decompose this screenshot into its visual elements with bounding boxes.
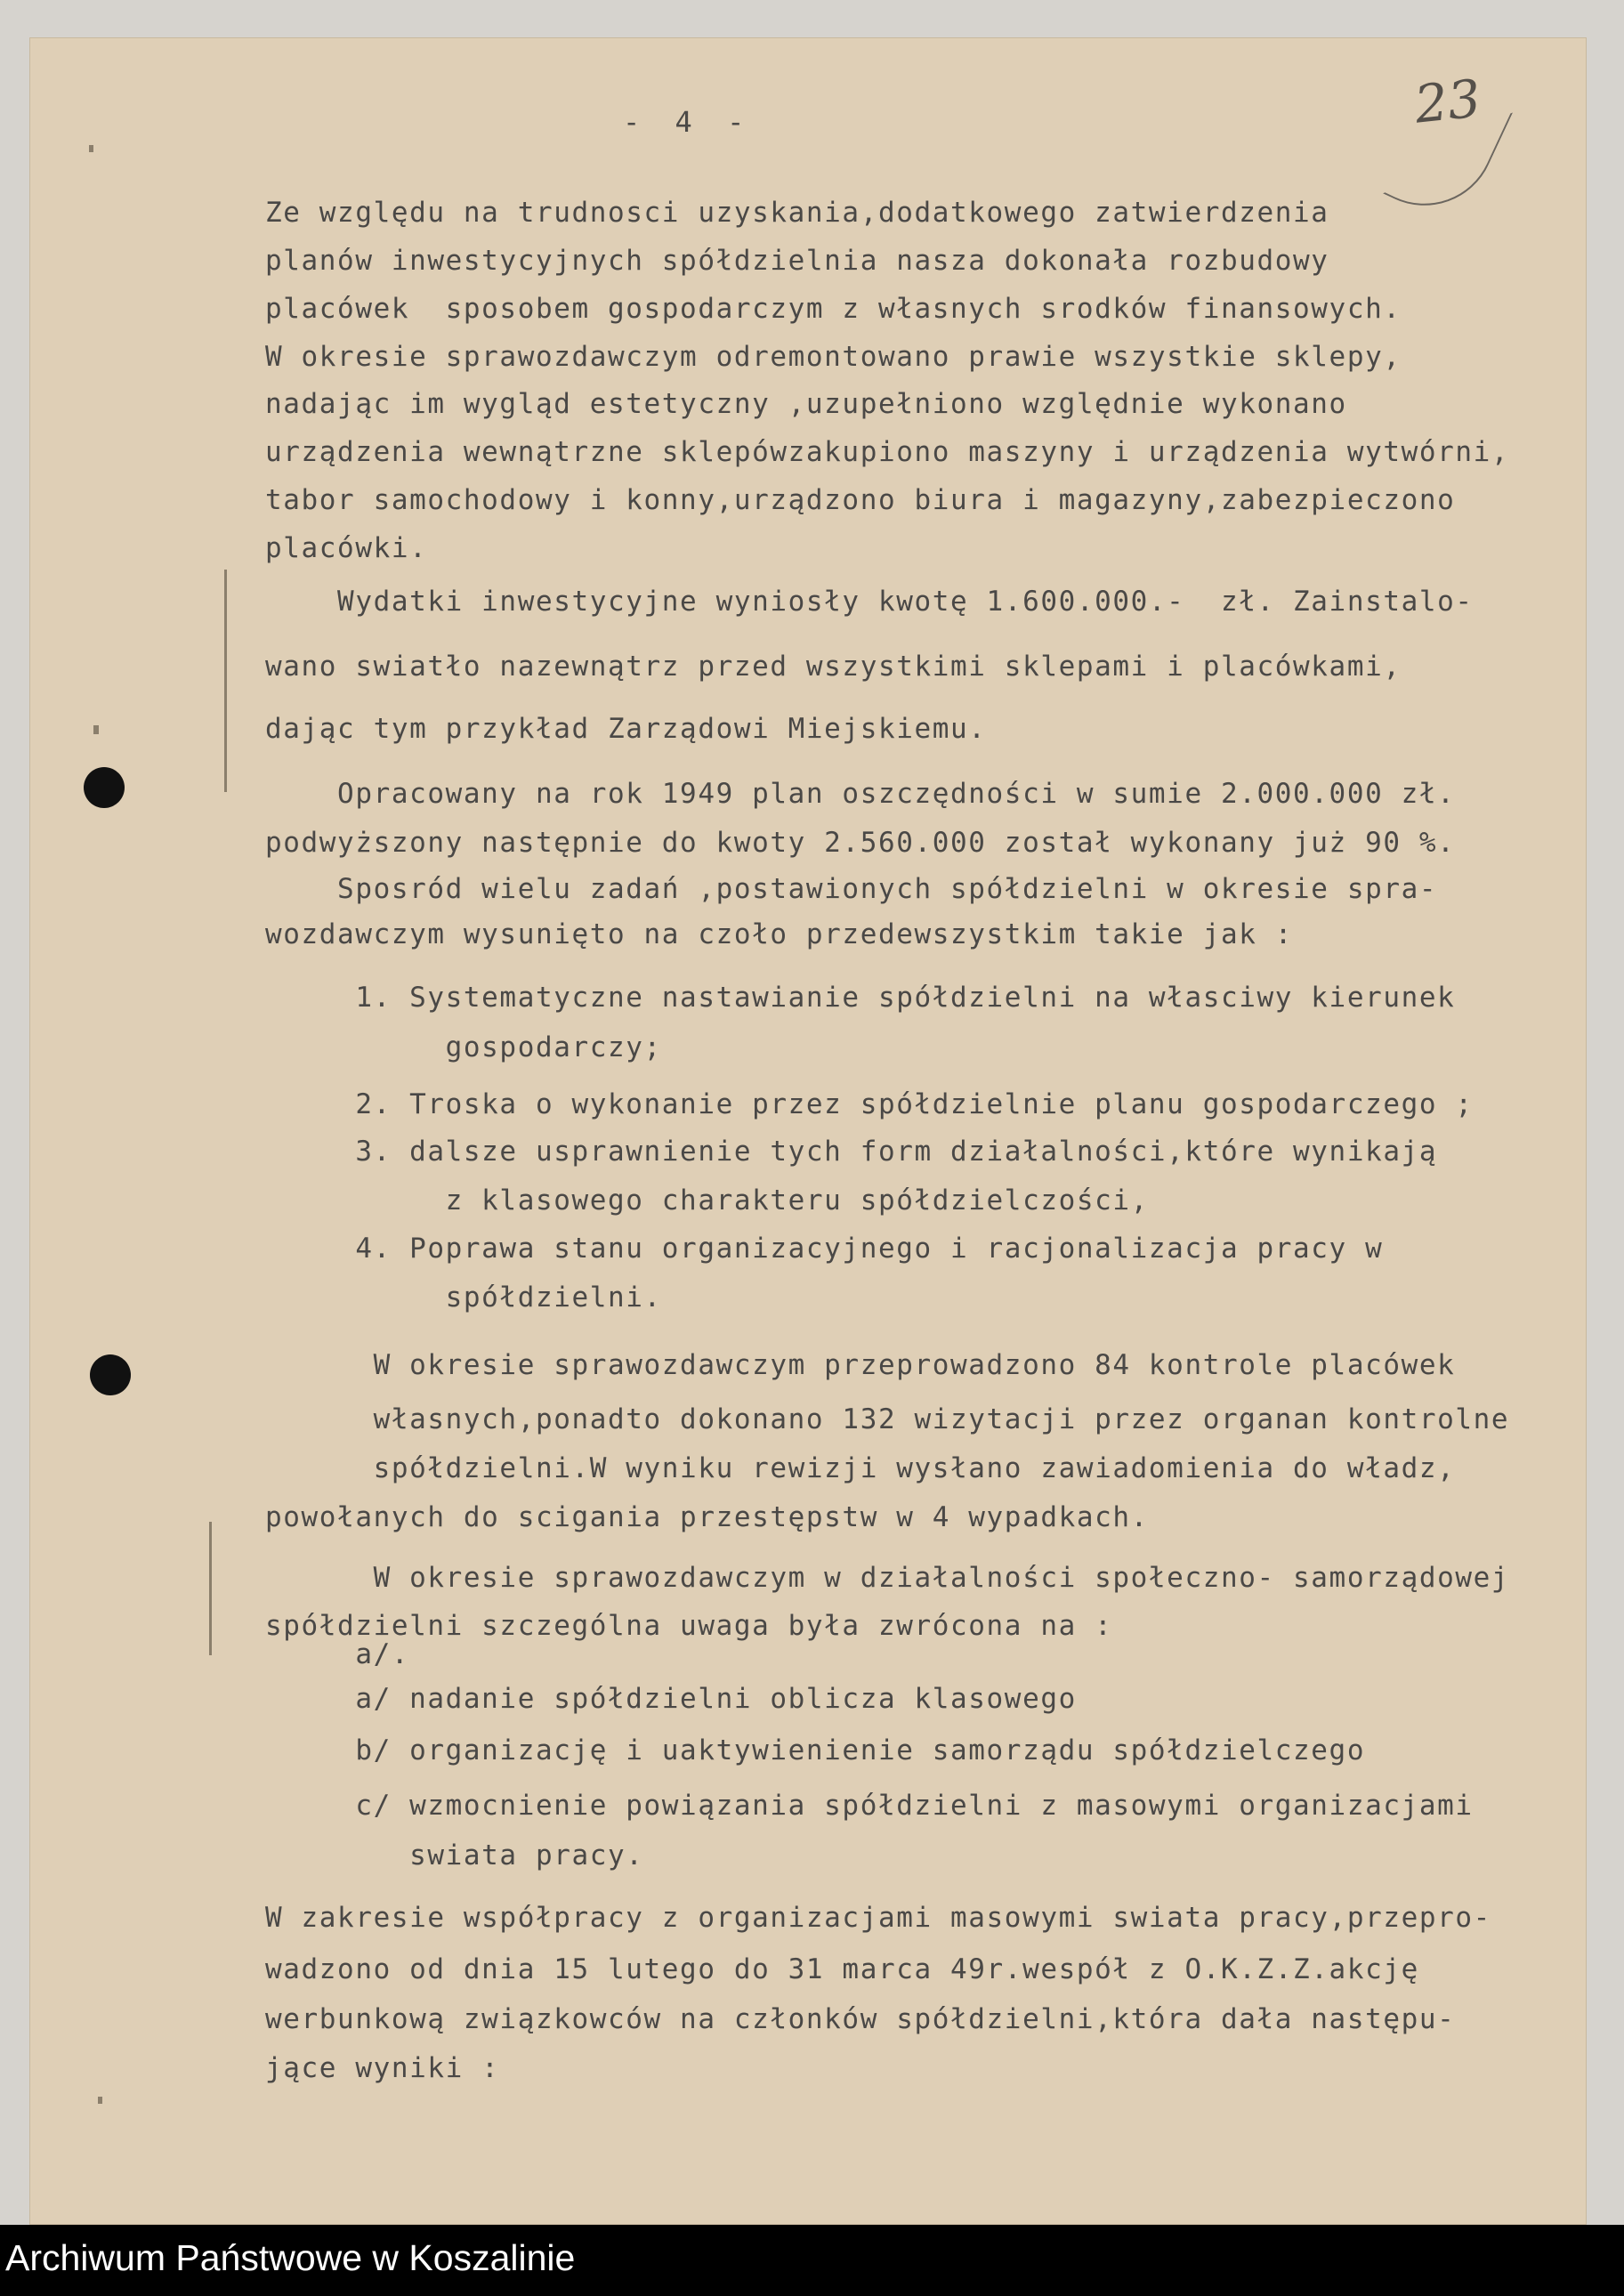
text-line: spółdzielni szczególna uwaga była zwrócona na : (265, 1610, 1113, 1642)
margin-mark (89, 145, 93, 152)
text-line: Ze względu na trudnosci uzyskania,dodatkowego zatwierdzenia (265, 197, 1329, 229)
margin-mark (98, 2097, 102, 2104)
text-line: 3. dalsze usprawnienie tych form działalności,które wynikają (265, 1136, 1438, 1168)
text-line: W okresie sprawozdawczym przeprowadzono 84 kontrole placówek (265, 1349, 1456, 1381)
text-line: spółdzielni.W wyniku rewizji wysłano zawiadomienia do władz, (265, 1452, 1456, 1484)
text-line: a/. (265, 1638, 410, 1670)
text-line: Opracowany na rok 1949 plan oszczędności w sumie 2.000.000 zł. (265, 778, 1456, 810)
text-line: podwyższony następnie do kwoty 2.560.000 został wykonany już 90 %. (265, 827, 1456, 859)
text-line: spółdzielni. (265, 1281, 662, 1314)
text-line: jące wyniki : (265, 2052, 500, 2084)
punch-hole (84, 767, 125, 808)
pencil-margin-line (209, 1522, 212, 1655)
text-line: powołanych do scigania przestępstw w 4 wypadkach. (265, 1501, 1149, 1533)
text-line: z klasowego charakteru spółdzielczości, (265, 1184, 1149, 1217)
text-line: 4. Poprawa stanu organizacyjnego i racjonalizacja pracy w (265, 1233, 1384, 1265)
text-line: placówki. (265, 532, 428, 564)
pencil-margin-line (224, 570, 227, 792)
punch-hole (90, 1354, 131, 1395)
text-line: 2. Troska o wykonanie przez spółdzielnie planu gospodarczego ; (265, 1088, 1474, 1120)
text-line: nadając im wygląd estetyczny ,uzupełniono względnie wykonano (265, 388, 1347, 420)
text-line: wano swiatło nazewnątrz przed wszystkimi sklepami i placówkami, (265, 651, 1402, 683)
text-line: W okresie sprawozdawczym odremontowano prawie wszystkie sklepy, (265, 341, 1402, 373)
archive-name: Archiwum Państwowe w Koszalinie (5, 2237, 576, 2278)
text-line: placówek sposobem gospodarczym z własnych srodków finansowych. (265, 293, 1402, 325)
margin-mark (93, 725, 99, 734)
text-line: a/ nadanie spółdzielni oblicza klasowego (265, 1683, 1077, 1715)
archive-folio-number: 23 (1411, 68, 1484, 135)
text-line: W zakresie współpracy z organizacjami masowymi swiata pracy,przepro- (265, 1902, 1491, 1934)
archive-footer (0, 2225, 1624, 2296)
text-line: tabor samochodowy i konny,urządzono biura i magazyny,zabezpieczono (265, 484, 1456, 516)
text-line: własnych,ponadto dokonano 132 wizytacji przez organan kontrolne (265, 1403, 1510, 1435)
text-line: Wydatki inwestycyjne wyniosły kwotę 1.600.000.- zł. Zainstalo- (265, 586, 1474, 618)
text-line: dając tym przykład Zarządowi Miejskiemu. (265, 713, 987, 745)
text-line: planów inwestycyjnych spółdzielnia nasza dokonała rozbudowy (265, 245, 1329, 277)
page-number: - 4 - (623, 105, 754, 139)
text-line: Sposród wielu zadań ,postawionych spółdzielni w okresie spra- (265, 873, 1438, 905)
text-line: swiata pracy. (265, 1839, 644, 1872)
text-line: wadzono od dnia 15 lutego do 31 marca 49r.wespół z O.K.Z.Z.akcję (265, 1953, 1419, 1985)
text-line: werbunkową związkowców na członków spółdzielni,która dała następu- (265, 2003, 1456, 2035)
text-line: 1. Systematyczne nastawianie spółdzielni na własciwy kierunek (265, 982, 1456, 1014)
text-line: wozdawczym wysunięto na czoło przedewszystkim takie jak : (265, 918, 1294, 950)
text-line: c/ wzmocnienie powiązania spółdzielni z masowymi organizacjami (265, 1790, 1474, 1822)
text-line: urządzenia wewnątrzne sklepówzakupiono maszyny i urządzenia wytwórni, (265, 436, 1510, 468)
text-line: gospodarczy; (265, 1031, 662, 1063)
text-line: b/ organizację i uaktywienienie samorządu spółdzielczego (265, 1734, 1366, 1766)
text-line: W okresie sprawozdawczym w działalności społeczno- samorządowej (265, 1562, 1510, 1594)
